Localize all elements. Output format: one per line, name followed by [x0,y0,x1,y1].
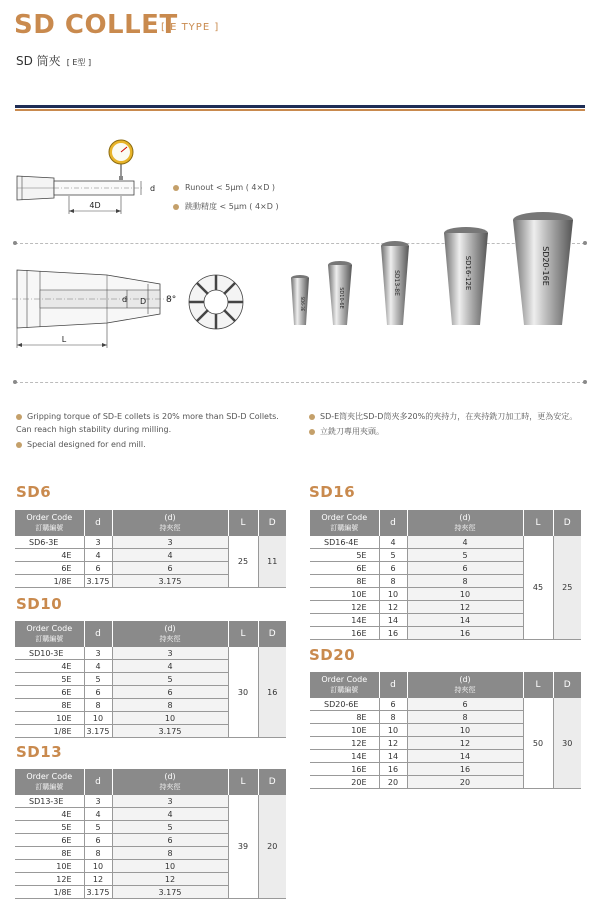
note-zh-2 [309,425,579,438]
table-header-row [310,510,581,536]
col-L: L [228,510,258,536]
bullet-icon [16,442,22,448]
table-cell: 6E [15,686,84,699]
col-order-code [310,510,379,536]
table-cell: 3.175 [84,886,112,899]
table-cell: 12E [310,737,379,750]
table-cell: 8 [379,711,407,724]
table-cell: 1/8E [15,886,84,899]
table-cell: 4 [407,536,523,549]
page-title: SD COLLET [14,10,178,40]
value-L: 39 [228,795,258,899]
table-cell: 3 [112,536,228,549]
value-D: 11 [258,536,286,588]
text: (d) [459,675,471,684]
svg-text:SD6-3E: SD6-3E [300,296,305,312]
col-clamp-dia [112,769,228,795]
collet-photo-sd16 [444,227,488,325]
dim-d-label-top: d [150,184,156,193]
title-tag: [ E TYPE ] [161,22,220,33]
value-D: 25 [553,536,581,640]
table-cell: 10 [112,860,228,873]
text: 持夾徑 [454,524,476,532]
bullet-icon [173,185,179,191]
value-D: 16 [258,647,286,738]
table-cell: 10E [310,588,379,601]
table-cell: 5E [310,549,379,562]
table-cell: 4E [15,808,84,821]
note-en-2 [16,438,296,451]
collet-photo-sd6 [291,275,309,325]
col-clamp-dia [112,621,228,647]
col-L: L [523,510,553,536]
legend-runout-zh [173,201,279,212]
table-cell: 16 [379,627,407,640]
text: (d) [459,513,471,522]
table-cell: 5 [112,673,228,686]
text: SD-E筒夾比SD-D筒夾多20%的夾持力，在夾持銑刀加工時，更為安定。 [320,412,578,421]
table-cell: 3.175 [112,886,228,899]
text: 持夾徑 [159,524,181,532]
table-cell: 5 [407,549,523,562]
table-cell: 20E [310,776,379,789]
table-cell: 6 [84,834,112,847]
text: (d) [164,624,176,633]
table-cell: 3 [84,795,112,808]
subtitle-tag: [ E型 ] [66,58,92,67]
separator-dot [13,380,17,384]
table-cell: 4 [112,549,228,562]
legend-runout-en [173,183,275,192]
section-title-sd20: SD20 [309,646,356,664]
table-cell: 12E [310,601,379,614]
section-title-sd6: SD6 [16,483,52,501]
section-title-sd10: SD10 [16,595,63,613]
text: 跳動精度 < 5μm ( 4×D ) [185,202,279,211]
col-order-code [15,510,84,536]
table-cell: 16 [379,763,407,776]
header-rule-navy [15,105,585,108]
table-cell: 12E [15,873,84,886]
table-cell: 10 [407,588,523,601]
collet-end-view [186,272,246,332]
table-cell: 10 [84,860,112,873]
col-clamp-dia [112,510,228,536]
table-cell: 8 [112,699,228,712]
svg-text:SD13-8E: SD13-8E [393,270,400,296]
text: Order Code [26,772,73,781]
table-cell: 5E [15,673,84,686]
table-cell: 10E [15,860,84,873]
table-row [15,647,286,660]
table-cell: 10E [15,712,84,725]
table-cell: 4 [112,660,228,673]
bullet-icon [16,414,22,420]
table-row [15,795,286,808]
bullet-icon [173,204,179,210]
separator-dot [13,241,17,245]
collet-section-diagram [12,262,187,357]
table-cell: 16 [407,763,523,776]
table-cell: 6 [112,686,228,699]
table-cell: 20 [407,776,523,789]
table-cell: SD6-3E [15,536,84,549]
table-cell: 5 [84,821,112,834]
col-d: d [84,510,112,536]
text: 訂購編號 [330,686,359,694]
table-cell: 10 [407,724,523,737]
table-cell: 3.175 [112,725,228,738]
header-rule-gold [15,109,585,111]
angle-label: 8° [166,295,177,305]
table-cell: 10 [112,712,228,725]
table-cell: 4 [84,808,112,821]
table-header-row [15,510,286,536]
table-row [310,698,581,711]
text: Order Code [26,624,73,633]
table-cell: 4 [84,549,112,562]
table-cell: 4 [112,808,228,821]
value-L: 30 [228,647,258,738]
table-header-row [310,672,581,698]
table-cell: 8 [84,699,112,712]
table-cell: 6 [407,698,523,711]
table-cell: SD20-6E [310,698,379,711]
text: 持夾徑 [454,686,476,694]
notes-zh [309,410,579,438]
section-title-sd13: SD13 [16,743,63,761]
table-cell: 10 [84,712,112,725]
table-row [310,536,581,549]
collet-product-photos [284,208,584,333]
table-cell: 4E [15,660,84,673]
table-cell: SD10-3E [15,647,84,660]
table-cell: 16E [310,763,379,776]
table-cell: 16E [310,627,379,640]
table-cell: 8E [310,711,379,724]
svg-text:SD10-6E: SD10-6E [338,287,344,309]
value-L: 25 [228,536,258,588]
table-cell: 6E [15,562,84,575]
col-order-code [15,621,84,647]
table-cell: 4 [84,660,112,673]
spec-table-sd20 [310,672,581,789]
separator-dot [583,380,587,384]
table-cell: 8 [84,847,112,860]
runout-diagram [14,138,164,218]
table-cell: 3.175 [84,725,112,738]
col-d: d [84,621,112,647]
text: Order Code [321,513,368,522]
table-cell: 6E [15,834,84,847]
table-cell: 8E [15,699,84,712]
col-D: D [258,769,286,795]
svg-text:SD16-12E: SD16-12E [464,255,472,291]
col-D: D [553,510,581,536]
table-cell: 8 [379,575,407,588]
table-cell: 5E [15,821,84,834]
col-order-code [15,769,84,795]
col-d: d [84,769,112,795]
dim-D-label: D [140,297,147,306]
table-cell: 16 [407,627,523,640]
table-cell: 6 [84,562,112,575]
table-cell: 3.175 [112,575,228,588]
col-D: D [258,621,286,647]
text: 訂購編號 [35,635,64,643]
table-cell: 14 [407,750,523,763]
text: Special designed for end mill. [27,440,146,449]
table-cell: 4E [15,549,84,562]
col-L: L [523,672,553,698]
bullet-icon [309,429,315,435]
bullet-icon [309,414,315,420]
text: Gripping torque of SD-E collets is 20% more than SD-D Collets. Can reach high stability during milling. [16,412,279,434]
table-cell: 4 [379,536,407,549]
table-cell: SD16-4E [310,536,379,549]
subtitle-text: SD 筒夾 [16,54,61,68]
table-cell: 8 [407,575,523,588]
table-cell: 14 [407,614,523,627]
text: Order Code [321,675,368,684]
text: 持夾徑 [159,783,181,791]
table-cell: 14 [379,750,407,763]
value-D: 30 [553,698,581,789]
table-cell: 3.175 [84,575,112,588]
col-d: d [379,672,407,698]
col-D: D [553,672,581,698]
table-cell: 6 [379,698,407,711]
value-D: 20 [258,795,286,899]
table-cell: 3 [112,647,228,660]
table-cell: 6 [407,562,523,575]
table-cell: 1/8E [15,575,84,588]
table-cell: 14E [310,614,379,627]
table-cell: 3 [112,795,228,808]
table-cell: 10 [379,588,407,601]
table-cell: 6 [84,686,112,699]
col-clamp-dia [407,672,523,698]
col-L: L [228,621,258,647]
spec-table-sd10 [15,621,286,738]
table-cell: 5 [112,821,228,834]
table-cell: 12 [407,737,523,750]
table-cell: 12 [84,873,112,886]
subtitle [16,52,91,69]
dim-4d-label: 4D [89,201,101,210]
table-cell: 12 [379,737,407,750]
table-cell: 12 [379,601,407,614]
table-cell: 1/8E [15,725,84,738]
col-clamp-dia [407,510,523,536]
svg-text:SD20-16E: SD20-16E [541,246,550,286]
separator-2 [15,382,585,383]
collet-photo-sd13 [381,241,409,325]
table-cell: 8 [407,711,523,724]
text: (d) [164,772,176,781]
table-cell: 5 [379,549,407,562]
text: Order Code [26,513,73,522]
dim-L-label: L [61,335,67,344]
value-L: 45 [523,536,553,640]
spec-table-sd6 [15,510,286,588]
table-header-row [15,769,286,795]
table-cell: 10E [310,724,379,737]
table-cell: 8E [15,847,84,860]
table-row [15,536,286,549]
col-order-code [310,672,379,698]
table-cell: 3 [84,536,112,549]
table-cell: 12 [407,601,523,614]
table-cell: 5 [84,673,112,686]
col-d: d [379,510,407,536]
table-cell: 8E [310,575,379,588]
text: 立銑刀專用夾頭。 [320,427,384,436]
table-cell: 12 [112,873,228,886]
table-header-row [15,621,286,647]
text: Runout < 5μm ( 4×D ) [185,183,276,192]
table-cell: 10 [379,724,407,737]
table-cell: 6E [310,562,379,575]
collet-photo-sd20 [513,212,573,325]
text: (d) [164,513,176,522]
section-title-sd16: SD16 [309,483,356,501]
table-cell: 14 [379,614,407,627]
notes-en [16,410,296,451]
table-cell: 3 [84,647,112,660]
table-cell: 8 [112,847,228,860]
table-cell: SD13-3E [15,795,84,808]
text: 訂購編號 [35,524,64,532]
dim-d-label: d [122,295,128,304]
table-cell: 6 [112,562,228,575]
table-cell: 14E [310,750,379,763]
text: 訂購編號 [330,524,359,532]
table-cell: 6 [379,562,407,575]
text: 訂購編號 [35,783,64,791]
table-cell: 20 [379,776,407,789]
note-zh-1 [309,410,579,423]
col-D: D [258,510,286,536]
text: 持夾徑 [159,635,181,643]
table-cell: 6 [112,834,228,847]
spec-table-sd16 [310,510,581,640]
col-L: L [228,769,258,795]
value-L: 50 [523,698,553,789]
collet-photo-sd10 [328,261,352,325]
note-en-1 [16,410,296,436]
spec-table-sd13 [15,769,286,899]
